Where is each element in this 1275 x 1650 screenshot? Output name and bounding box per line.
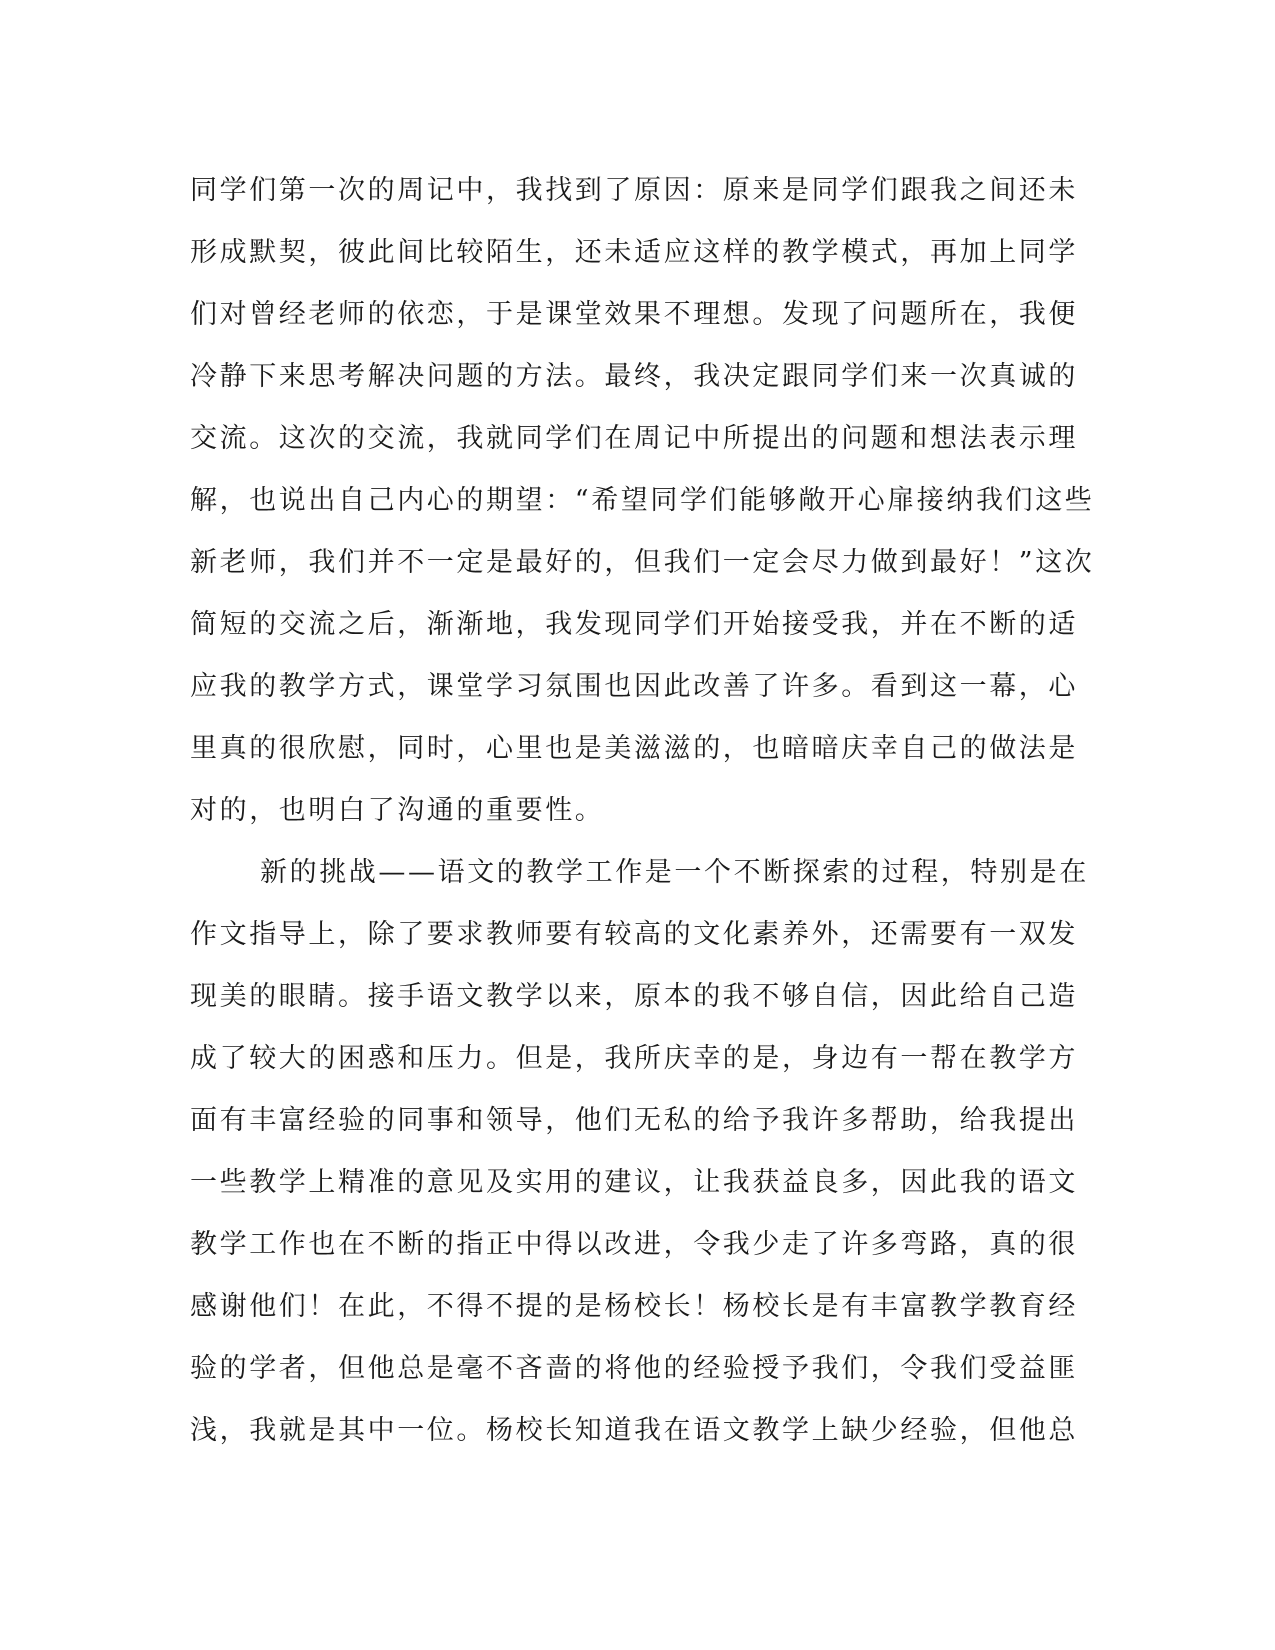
text-line: 一些教学上精准的意见及实用的建议，让我获益良多，因此我的语文 [190,1167,1078,1198]
text-line: 解，也说出自己内心的期望：“希望同学们能够敞开心扉接纳我们这些 [190,485,1095,516]
text-line: 验的学者，但他总是毫不吝啬的将他的经验授予我们，令我们受益匪 [190,1353,1078,1384]
text-line: 简短的交流之后，渐渐地，我发现同学们开始接受我，并在不断的适 [190,609,1078,640]
paragraph-first-line: 新的挑战——语文的教学工作是一个不断探索的过程，特别是在 [260,857,1089,888]
body-text [190,160,1095,1462]
text-line: 形成默契，彼此间比较陌生，还未适应这样的教学模式，再加上同学 [190,237,1078,268]
text-line: 对的，也明白了沟通的重要性。 [190,795,605,826]
text-line: 里真的很欣慰，同时，心里也是美滋滋的，也暗暗庆幸自己的做法是 [190,733,1078,764]
text-line: 感谢他们！在此，不得不提的是杨校长！杨校长是有丰富教学教育经 [190,1291,1078,1322]
text-line: 面有丰富经验的同事和领导，他们无私的给予我许多帮助，给我提出 [190,1105,1078,1136]
text-line: 成了较大的困惑和压力。但是，我所庆幸的是，身边有一帮在教学方 [190,1043,1078,1074]
text-line: 交流。这次的交流，我就同学们在周记中所提出的问题和想法表示理 [190,423,1078,454]
text-line: 浅，我就是其中一位。杨校长知道我在语文教学上缺少经验，但他总 [190,1415,1078,1446]
text-line: 应我的教学方式，课堂学习氛围也因此改善了许多。看到这一幕，心 [190,671,1078,702]
text-line: 们对曾经老师的依恋，于是课堂效果不理想。发现了问题所在，我便 [190,299,1078,330]
text-line: 教学工作也在不断的指正中得以改进，令我少走了许多弯路，真的很 [190,1229,1078,1260]
text-line: 现美的眼睛。接手语文教学以来，原本的我不够自信，因此给自己造 [190,981,1078,1012]
text-line: 同学们第一次的周记中，我找到了原因：原来是同学们跟我之间还未 [190,175,1078,206]
text-line: 新老师，我们并不一定是最好的，但我们一定会尽力做到最好！”这次 [190,547,1095,578]
text-line: 作文指导上，除了要求教师要有较高的文化素养外，还需要有一双发 [190,919,1078,950]
text-line: 冷静下来思考解决问题的方法。最终，我决定跟同学们来一次真诚的 [190,361,1078,392]
